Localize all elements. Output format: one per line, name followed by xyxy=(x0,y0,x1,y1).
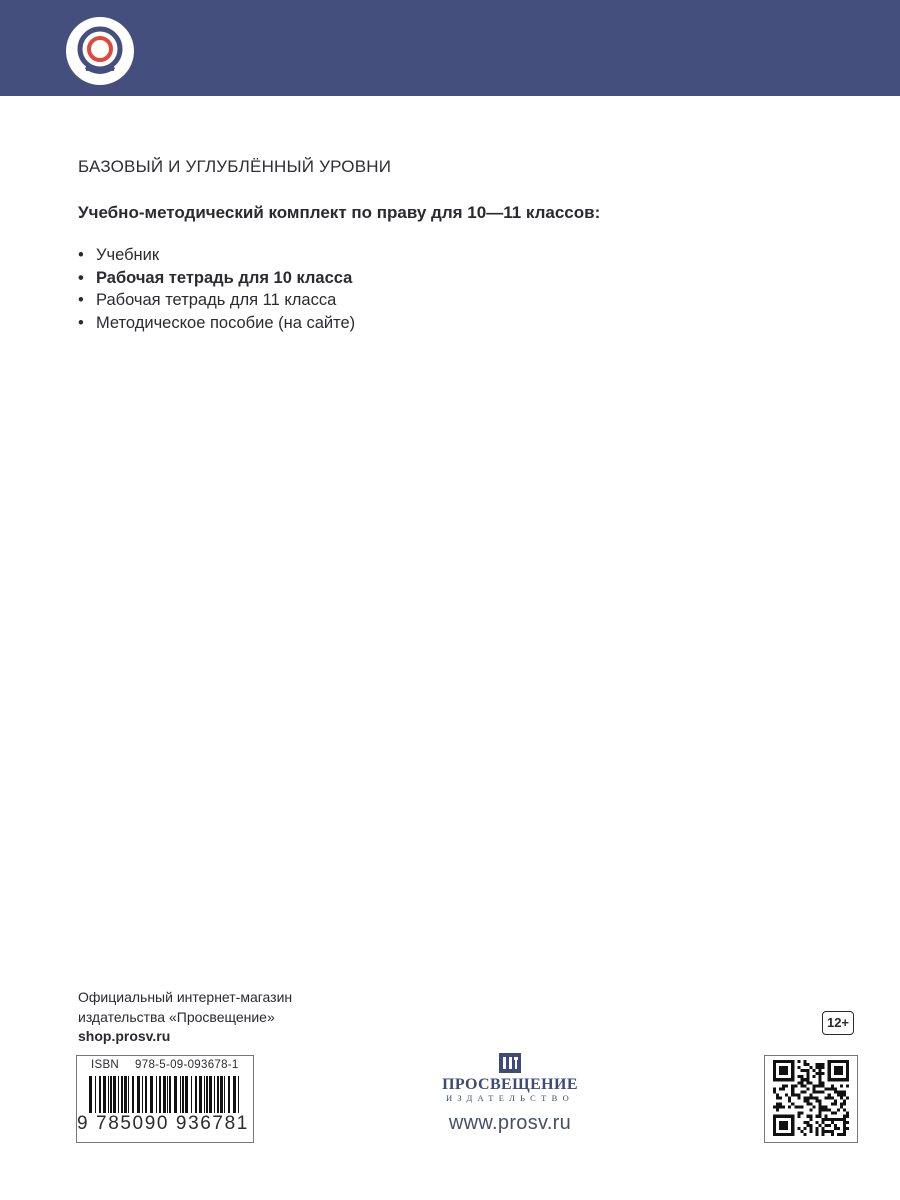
kit-item-text: Методическое пособие (на сайте) xyxy=(96,313,356,332)
kit-item-text: Учебник xyxy=(96,246,160,264)
shop-url-link[interactable]: shop.prosv.ru xyxy=(78,1028,171,1044)
ean-number: 9 785090 936781 xyxy=(77,1113,249,1134)
level-heading: БАЗОВЫЙ И УГЛУБЛЁННЫЙ УРОВНИ xyxy=(78,157,392,176)
kit-item xyxy=(78,312,355,335)
shop-line-1: Официальный интернет-магазин xyxy=(78,989,293,1005)
bullet: • xyxy=(78,291,84,309)
barcode-block xyxy=(76,1055,254,1143)
bullet: • xyxy=(78,313,84,332)
publisher-block xyxy=(432,1050,588,1135)
bullet: • xyxy=(78,246,84,264)
publisher-logo-icon xyxy=(66,17,134,85)
isbn-number: 978-5-09-093678-1 xyxy=(135,1059,239,1071)
kit-item-text: Рабочая тетрадь для 10 класса xyxy=(96,268,353,287)
publisher-subtitle: ИЗДАТЕЛЬСТВО xyxy=(445,1093,575,1103)
kit-item-text: Рабочая тетрадь для 11 класса xyxy=(96,291,337,309)
publisher-mark-icon xyxy=(498,1050,522,1074)
kit-title: Учебно-методический комплект по праву для 10—11 классов: xyxy=(78,203,601,222)
online-shop-info xyxy=(78,988,292,1047)
kit-item xyxy=(78,244,355,267)
shop-line-2: издательства «Просвещение» xyxy=(78,1008,275,1025)
kit-list xyxy=(78,244,355,334)
bullet: • xyxy=(78,268,84,287)
publisher-url-link[interactable]: www.prosv.ru xyxy=(448,1112,572,1134)
kit-item xyxy=(78,267,355,290)
top-color-band xyxy=(0,0,900,96)
kit-item xyxy=(78,289,355,312)
isbn-label: ISBN xyxy=(91,1059,120,1071)
isbn-line xyxy=(91,1059,239,1071)
publisher-name: ПРОСВЕЩЕНИЕ xyxy=(442,1076,578,1093)
age-rating-badge: 12+ xyxy=(822,1011,854,1035)
qr-code-icon[interactable] xyxy=(764,1055,858,1143)
